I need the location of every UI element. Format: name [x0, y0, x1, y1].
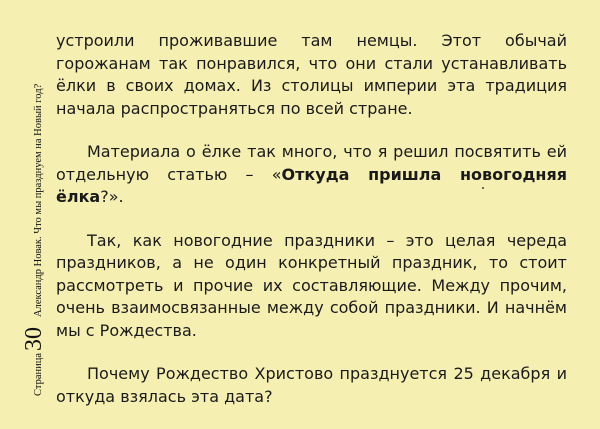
paragraph-2-text-before: Материала о ёлке так много, что я решил посвятить ей отдельную статью – «: [56, 142, 567, 184]
paragraph-1: устроили проживавшие там немцы. Этот обычай горожанам так понравился, что они стали устанавливать ёлки в своих домах. Из столицы империи эта традиция начала распространяться по всей стране.: [56, 31, 567, 118]
page-number: 30: [21, 326, 47, 351]
article-link-title: Откуда пришла новогодняя ёлка: [56, 164, 567, 206]
paragraph-3: Так, как новогодние праздники – это целая череда праздников, а не один конкретный праздник, то стоит рассмотреть и прочие их составляющие. Между прочим, очень взаимосвязанные между собой праздники. И начнём мы с Рождества.: [56, 230, 567, 340]
paragraph-4: Почему Рождество Христово празднуется 25 декабря и откуда взялась эта дата?: [56, 364, 567, 406]
paragraph-2: [56, 141, 567, 209]
ink-speck: [482, 187, 484, 189]
paragraph-2-text-after: ?».: [100, 187, 124, 206]
running-head: [22, 84, 46, 396]
page-content: [56, 30, 567, 429]
sidebar: [0, 0, 46, 423]
page-label: Страница: [33, 352, 44, 396]
book-title: Александр Новак. Что мы празднуем на Новый год?: [33, 83, 44, 317]
